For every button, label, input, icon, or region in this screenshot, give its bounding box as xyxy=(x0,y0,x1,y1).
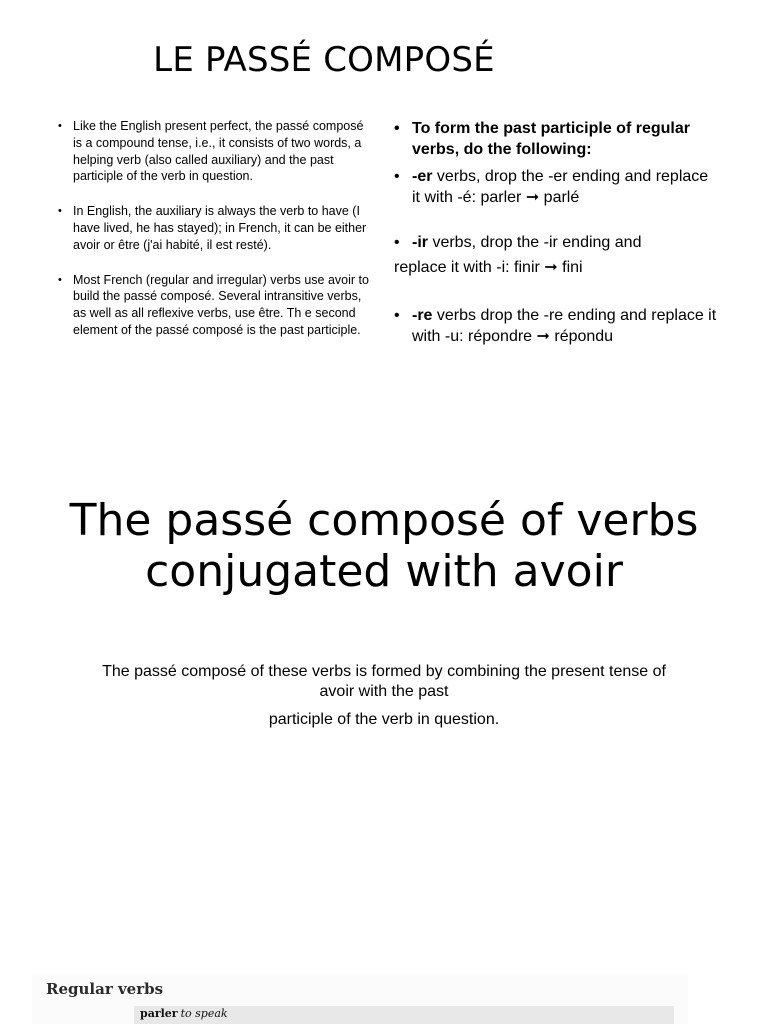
er-rule-text: verbs, drop the -er ending and replace it with -é: parler ➞ parlé xyxy=(412,168,709,206)
ir-label: -ir xyxy=(412,234,428,251)
re-rule-item xyxy=(394,305,719,347)
ir-rule-continuation: replace it with -i: finir ➞ fini xyxy=(394,259,583,276)
section-description xyxy=(100,662,668,730)
bullet-icon: • xyxy=(58,273,62,286)
section-description-line1: The passé composé of these verbs is formed by combining the present tense of avoir with the past xyxy=(102,663,666,700)
list-item-text: Like the English present perfect, the passé composé is a compound tense, i.e., it consists of two words, a helping verb (also called auxiliary) and the past participle of the verb in question. xyxy=(73,119,364,184)
list-item xyxy=(58,118,374,185)
verb-meaning: to speak xyxy=(180,1007,228,1020)
verb-infinitive: parler xyxy=(140,1007,178,1020)
ir-rule-text: verbs, drop the -ir ending and xyxy=(428,234,642,251)
page-title: LE PASSÉ COMPOSÉ xyxy=(153,40,495,80)
list-item xyxy=(58,272,374,339)
section-title: The passé composé of verbs conjugated with avoir xyxy=(69,495,699,597)
list-item xyxy=(58,203,374,253)
bullet-icon: • xyxy=(58,205,62,218)
list-item-text: In English, the auxiliary is always the verb to have (I have lived, he has stayed); in French, it can be either avoir or être (j'ai habité, il est resté). xyxy=(73,204,367,252)
regular-verbs-heading: Regular verbs xyxy=(46,980,164,998)
er-label: -er xyxy=(412,168,433,185)
section-description-line2: participle of the verb in question. xyxy=(268,711,500,728)
bullet-icon: • xyxy=(394,168,400,185)
bullet-icon: • xyxy=(394,307,400,324)
left-column xyxy=(58,118,374,339)
right-column xyxy=(394,118,719,347)
er-rule-item xyxy=(394,166,719,208)
bullet-icon: • xyxy=(394,234,400,251)
re-label: -re xyxy=(412,307,433,324)
intro-item xyxy=(394,118,719,160)
table-row xyxy=(134,1006,674,1024)
regular-verbs-table xyxy=(32,975,688,1024)
intro-text: To form the past participle of regular verbs, do the following: xyxy=(412,120,690,158)
bullet-icon: • xyxy=(58,120,62,132)
ir-rule-item xyxy=(394,232,719,253)
bullet-icon: • xyxy=(394,120,400,137)
re-rule-text: verbs drop the -re ending and replace it with -u: répondre ➞ répondu xyxy=(412,307,717,345)
list-item-text: Most French (regular and irregular) verbs use avoir to build the passé composé. Several intransitive verbs, as well as all reflexive verbs, use être. Th e second element of the passé composé is the past participle. xyxy=(73,272,369,337)
